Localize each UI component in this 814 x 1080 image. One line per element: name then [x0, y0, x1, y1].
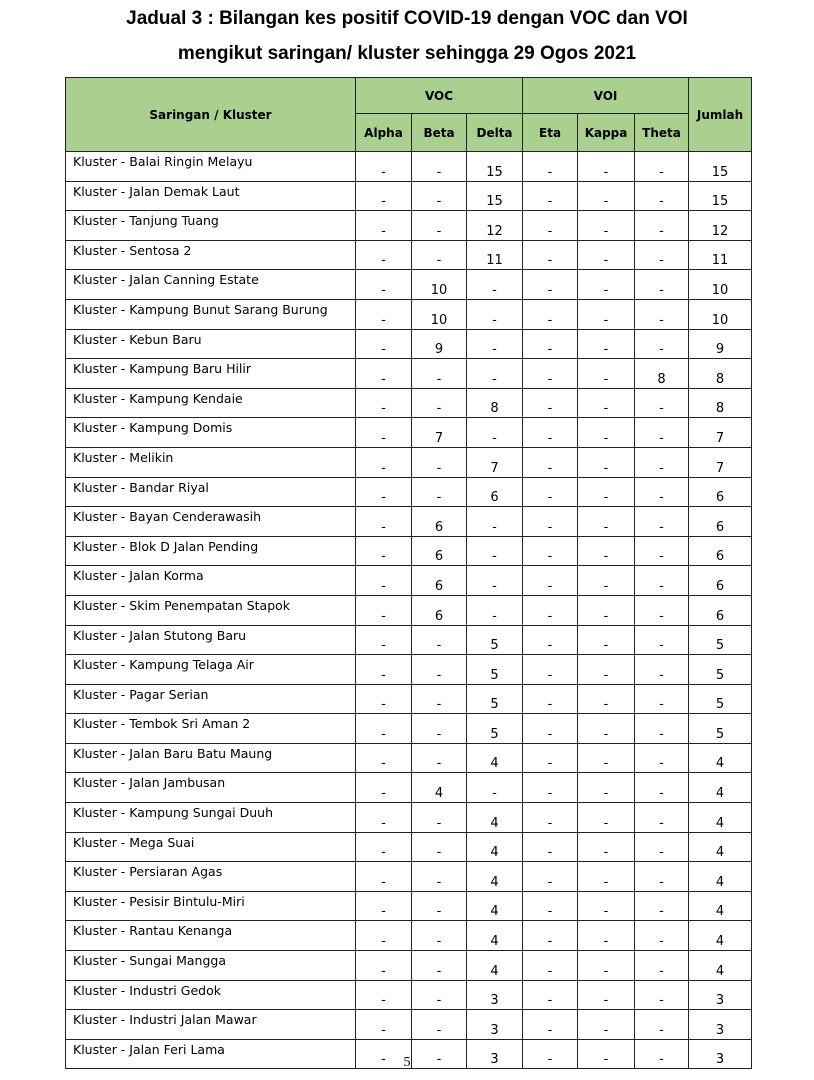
header-voi-group: VOI	[523, 78, 689, 114]
cluster-name-cell: Kluster - Kampung Kendaie	[66, 388, 356, 418]
cluster-name-cell: Kluster - Sungai Mangga	[66, 951, 356, 981]
beta-cell: 10	[412, 270, 467, 300]
total-cell: 4	[689, 891, 752, 921]
eta-cell: -	[523, 240, 578, 270]
total-cell: 4	[689, 832, 752, 862]
eta-cell: -	[523, 152, 578, 182]
total-cell: 4	[689, 743, 752, 773]
cluster-name-cell: Kluster - Melikin	[66, 447, 356, 477]
eta-cell: -	[523, 1039, 578, 1069]
beta-cell: -	[412, 862, 467, 892]
table-row	[66, 832, 752, 862]
alpha-cell: -	[356, 211, 412, 241]
table-row	[66, 211, 752, 241]
alpha-cell: -	[356, 595, 412, 625]
beta-cell: -	[412, 714, 467, 744]
table-body	[66, 152, 752, 1069]
cluster-name-cell: Kluster - Jalan Baru Batu Maung	[66, 743, 356, 773]
kappa-cell: -	[578, 152, 635, 182]
delta-cell: 4	[467, 951, 523, 981]
beta-cell: -	[412, 1039, 467, 1069]
beta-cell: 6	[412, 536, 467, 566]
alpha-cell: -	[356, 566, 412, 596]
alpha-cell: -	[356, 891, 412, 921]
table-row	[66, 507, 752, 537]
kappa-cell: -	[578, 921, 635, 951]
kappa-cell: -	[578, 862, 635, 892]
kappa-cell: -	[578, 536, 635, 566]
beta-cell: -	[412, 655, 467, 685]
table-title-line-1: Jadual 3 : Bilangan kes positif COVID-19 dengan VOC dan VOI	[126, 8, 688, 29]
alpha-cell: -	[356, 655, 412, 685]
beta-cell: 6	[412, 566, 467, 596]
kappa-cell: -	[578, 566, 635, 596]
header-delta: Delta	[467, 114, 523, 152]
alpha-cell: -	[356, 388, 412, 418]
eta-cell: -	[523, 921, 578, 951]
alpha-cell: -	[356, 921, 412, 951]
delta-cell: 5	[467, 684, 523, 714]
eta-cell: -	[523, 684, 578, 714]
theta-cell: -	[635, 566, 689, 596]
kappa-cell: -	[578, 388, 635, 418]
eta-cell: -	[523, 951, 578, 981]
kappa-cell: -	[578, 359, 635, 389]
kappa-cell: -	[578, 418, 635, 448]
beta-cell: -	[412, 832, 467, 862]
total-cell: 4	[689, 862, 752, 892]
total-cell: 5	[689, 684, 752, 714]
kappa-cell: -	[578, 980, 635, 1010]
alpha-cell: -	[356, 299, 412, 329]
cluster-name-cell: Kluster - Jalan Feri Lama	[66, 1039, 356, 1069]
kappa-cell: -	[578, 625, 635, 655]
beta-cell: -	[412, 980, 467, 1010]
alpha-cell: -	[356, 1010, 412, 1040]
eta-cell: -	[523, 625, 578, 655]
cluster-name-cell: Kluster - Kampung Baru Hilir	[66, 359, 356, 389]
eta-cell: -	[523, 477, 578, 507]
delta-cell: 6	[467, 477, 523, 507]
cluster-name-cell: Kluster - Jalan Jambusan	[66, 773, 356, 803]
cluster-name-cell: Kluster - Bayan Cenderawasih	[66, 507, 356, 537]
eta-cell: -	[523, 773, 578, 803]
alpha-cell: -	[356, 507, 412, 537]
total-cell: 4	[689, 803, 752, 833]
delta-cell: 5	[467, 625, 523, 655]
delta-cell: 12	[467, 211, 523, 241]
theta-cell: -	[635, 299, 689, 329]
table-row	[66, 684, 752, 714]
cluster-name-cell: Kluster - Kampung Telaga Air	[66, 655, 356, 685]
delta-cell: -	[467, 566, 523, 596]
delta-cell: -	[467, 418, 523, 448]
delta-cell: 7	[467, 447, 523, 477]
delta-cell: 4	[467, 891, 523, 921]
alpha-cell: -	[356, 329, 412, 359]
table-row	[66, 566, 752, 596]
table-row	[66, 743, 752, 773]
total-cell: 12	[689, 211, 752, 241]
delta-cell: 15	[467, 181, 523, 211]
eta-cell: -	[523, 270, 578, 300]
kappa-cell: -	[578, 329, 635, 359]
eta-cell: -	[523, 181, 578, 211]
table-row	[66, 152, 752, 182]
beta-cell: -	[412, 211, 467, 241]
eta-cell: -	[523, 388, 578, 418]
total-cell: 11	[689, 240, 752, 270]
kappa-cell: -	[578, 891, 635, 921]
table-row	[66, 595, 752, 625]
theta-cell: -	[635, 862, 689, 892]
delta-cell: 4	[467, 921, 523, 951]
delta-cell: 4	[467, 803, 523, 833]
eta-cell: -	[523, 595, 578, 625]
table-row	[66, 921, 752, 951]
cluster-name-cell: Kluster - Balai Ringin Melayu	[66, 152, 356, 182]
beta-cell: -	[412, 891, 467, 921]
header-eta: Eta	[523, 114, 578, 152]
delta-cell: -	[467, 329, 523, 359]
kappa-cell: -	[578, 211, 635, 241]
theta-cell: -	[635, 655, 689, 685]
cluster-name-cell: Kluster - Kampung Bunut Sarang Burung	[66, 299, 356, 329]
eta-cell: -	[523, 211, 578, 241]
kappa-cell: -	[578, 951, 635, 981]
cluster-name-cell: Kluster - Pagar Serian	[66, 684, 356, 714]
eta-cell: -	[523, 566, 578, 596]
kappa-cell: -	[578, 1010, 635, 1040]
alpha-cell: -	[356, 862, 412, 892]
total-cell: 6	[689, 566, 752, 596]
kappa-cell: -	[578, 240, 635, 270]
alpha-cell: -	[356, 418, 412, 448]
total-cell: 6	[689, 507, 752, 537]
total-cell: 8	[689, 388, 752, 418]
beta-cell: -	[412, 1010, 467, 1040]
alpha-cell: -	[356, 359, 412, 389]
theta-cell: -	[635, 388, 689, 418]
eta-cell: -	[523, 743, 578, 773]
kappa-cell: -	[578, 684, 635, 714]
kappa-cell: -	[578, 803, 635, 833]
table-row	[66, 477, 752, 507]
theta-cell: -	[635, 447, 689, 477]
cluster-name-cell: Kluster - Tembok Sri Aman 2	[66, 714, 356, 744]
kappa-cell: -	[578, 447, 635, 477]
theta-cell: -	[635, 507, 689, 537]
alpha-cell: -	[356, 1039, 412, 1069]
cluster-name-cell: Kluster - Jalan Canning Estate	[66, 270, 356, 300]
total-cell: 15	[689, 152, 752, 182]
total-cell: 7	[689, 418, 752, 448]
delta-cell: 4	[467, 832, 523, 862]
theta-cell: -	[635, 921, 689, 951]
cluster-name-cell: Kluster - Kebun Baru	[66, 329, 356, 359]
theta-cell: -	[635, 891, 689, 921]
table-row	[66, 299, 752, 329]
table-row	[66, 329, 752, 359]
total-cell: 10	[689, 299, 752, 329]
total-cell: 6	[689, 595, 752, 625]
theta-cell: -	[635, 684, 689, 714]
beta-cell: 10	[412, 299, 467, 329]
cluster-name-cell: Kluster - Persiaran Agas	[66, 862, 356, 892]
cluster-name-cell: Kluster - Jalan Demak Laut	[66, 181, 356, 211]
eta-cell: -	[523, 714, 578, 744]
alpha-cell: -	[356, 743, 412, 773]
table-row	[66, 891, 752, 921]
delta-cell: 8	[467, 388, 523, 418]
header-beta: Beta	[412, 114, 467, 152]
theta-cell: -	[635, 1039, 689, 1069]
theta-cell: -	[635, 211, 689, 241]
table-row	[66, 536, 752, 566]
delta-cell: -	[467, 595, 523, 625]
eta-cell: -	[523, 655, 578, 685]
beta-cell: -	[412, 625, 467, 655]
total-cell: 6	[689, 536, 752, 566]
beta-cell: -	[412, 388, 467, 418]
theta-cell: -	[635, 418, 689, 448]
alpha-cell: -	[356, 980, 412, 1010]
beta-cell: -	[412, 477, 467, 507]
cluster-name-cell: Kluster - Pesisir Bintulu-Miri	[66, 891, 356, 921]
theta-cell: -	[635, 595, 689, 625]
beta-cell: 6	[412, 507, 467, 537]
table-row	[66, 240, 752, 270]
eta-cell: -	[523, 447, 578, 477]
total-cell: 5	[689, 625, 752, 655]
total-cell: 5	[689, 714, 752, 744]
alpha-cell: -	[356, 625, 412, 655]
kappa-cell: -	[578, 832, 635, 862]
total-cell: 4	[689, 773, 752, 803]
beta-cell: 7	[412, 418, 467, 448]
beta-cell: -	[412, 743, 467, 773]
total-cell: 3	[689, 1010, 752, 1040]
table-row	[66, 655, 752, 685]
table-row	[66, 181, 752, 211]
total-cell: 6	[689, 477, 752, 507]
beta-cell: -	[412, 152, 467, 182]
delta-cell: 3	[467, 1010, 523, 1040]
kappa-cell: -	[578, 299, 635, 329]
beta-cell: -	[412, 921, 467, 951]
alpha-cell: -	[356, 152, 412, 182]
cluster-name-cell: Kluster - Kampung Sungai Duuh	[66, 803, 356, 833]
eta-cell: -	[523, 862, 578, 892]
total-cell: 3	[689, 980, 752, 1010]
table-row	[66, 862, 752, 892]
table-row	[66, 773, 752, 803]
table-row	[66, 980, 752, 1010]
alpha-cell: -	[356, 951, 412, 981]
cluster-name-cell: Kluster - Kampung Domis	[66, 418, 356, 448]
beta-cell: -	[412, 684, 467, 714]
header-theta: Theta	[635, 114, 689, 152]
cluster-name-cell: Kluster - Skim Penempatan Stapok	[66, 595, 356, 625]
beta-cell: -	[412, 951, 467, 981]
beta-cell: -	[412, 240, 467, 270]
table-row	[66, 388, 752, 418]
beta-cell: 9	[412, 329, 467, 359]
beta-cell: 4	[412, 773, 467, 803]
eta-cell: -	[523, 891, 578, 921]
delta-cell: -	[467, 270, 523, 300]
theta-cell: -	[635, 181, 689, 211]
kappa-cell: -	[578, 507, 635, 537]
total-cell: 4	[689, 921, 752, 951]
beta-cell: -	[412, 447, 467, 477]
alpha-cell: -	[356, 240, 412, 270]
table-row	[66, 1010, 752, 1040]
table-row	[66, 270, 752, 300]
theta-cell: 8	[635, 359, 689, 389]
alpha-cell: -	[356, 447, 412, 477]
cluster-name-cell: Kluster - Jalan Stutong Baru	[66, 625, 356, 655]
delta-cell: -	[467, 507, 523, 537]
alpha-cell: -	[356, 536, 412, 566]
theta-cell: -	[635, 832, 689, 862]
total-cell: 9	[689, 329, 752, 359]
cluster-name-cell: Kluster - Rantau Kenanga	[66, 921, 356, 951]
eta-cell: -	[523, 536, 578, 566]
theta-cell: -	[635, 951, 689, 981]
alpha-cell: -	[356, 270, 412, 300]
table-title-line-2: mengikut saringan/ kluster sehingga 29 Ogos 2021	[177, 43, 637, 64]
kappa-cell: -	[578, 655, 635, 685]
delta-cell: 11	[467, 240, 523, 270]
theta-cell: -	[635, 270, 689, 300]
alpha-cell: -	[356, 684, 412, 714]
alpha-cell: -	[356, 477, 412, 507]
alpha-cell: -	[356, 714, 412, 744]
total-cell: 10	[689, 270, 752, 300]
beta-cell: -	[412, 803, 467, 833]
theta-cell: -	[635, 1010, 689, 1040]
delta-cell: 15	[467, 152, 523, 182]
header-kappa: Kappa	[578, 114, 635, 152]
cluster-name-cell: Kluster - Jalan Korma	[66, 566, 356, 596]
eta-cell: -	[523, 832, 578, 862]
theta-cell: -	[635, 625, 689, 655]
cluster-variant-table	[65, 77, 752, 1069]
theta-cell: -	[635, 773, 689, 803]
delta-cell: 3	[467, 980, 523, 1010]
alpha-cell: -	[356, 803, 412, 833]
theta-cell: -	[635, 743, 689, 773]
delta-cell: 4	[467, 743, 523, 773]
total-cell: 15	[689, 181, 752, 211]
kappa-cell: -	[578, 595, 635, 625]
delta-cell: -	[467, 359, 523, 389]
kappa-cell: -	[578, 743, 635, 773]
delta-cell: 3	[467, 1039, 523, 1069]
theta-cell: -	[635, 152, 689, 182]
total-cell: 7	[689, 447, 752, 477]
theta-cell: -	[635, 803, 689, 833]
eta-cell: -	[523, 507, 578, 537]
alpha-cell: -	[356, 773, 412, 803]
delta-cell: 4	[467, 862, 523, 892]
table-row	[66, 803, 752, 833]
cluster-name-cell: Kluster - Sentosa 2	[66, 240, 356, 270]
beta-cell: 6	[412, 595, 467, 625]
alpha-cell: -	[356, 181, 412, 211]
theta-cell: -	[635, 240, 689, 270]
cluster-name-cell: Kluster - Blok D Jalan Pending	[66, 536, 356, 566]
table-row	[66, 359, 752, 389]
header-voc-group: VOC	[356, 78, 523, 114]
theta-cell: -	[635, 477, 689, 507]
theta-cell: -	[635, 536, 689, 566]
eta-cell: -	[523, 1010, 578, 1040]
kappa-cell: -	[578, 270, 635, 300]
eta-cell: -	[523, 359, 578, 389]
total-cell: 8	[689, 359, 752, 389]
table-row	[66, 418, 752, 448]
delta-cell: -	[467, 773, 523, 803]
theta-cell: -	[635, 980, 689, 1010]
total-cell: 3	[689, 1039, 752, 1069]
eta-cell: -	[523, 299, 578, 329]
beta-cell: -	[412, 181, 467, 211]
cluster-name-cell: Kluster - Industri Gedok	[66, 980, 356, 1010]
cluster-name-cell: Kluster - Tanjung Tuang	[66, 211, 356, 241]
theta-cell: -	[635, 714, 689, 744]
table-row	[66, 714, 752, 744]
delta-cell: -	[467, 536, 523, 566]
eta-cell: -	[523, 329, 578, 359]
table-row	[66, 951, 752, 981]
delta-cell: -	[467, 299, 523, 329]
cluster-name-cell: Kluster - Industri Jalan Mawar	[66, 1010, 356, 1040]
kappa-cell: -	[578, 477, 635, 507]
table-row	[66, 447, 752, 477]
header-cluster: Saringan / Kluster	[66, 78, 356, 152]
kappa-cell: -	[578, 181, 635, 211]
cluster-name-cell: Kluster - Mega Suai	[66, 832, 356, 862]
table-row	[66, 625, 752, 655]
delta-cell: 5	[467, 655, 523, 685]
beta-cell: -	[412, 359, 467, 389]
page-number: 5	[403, 1055, 411, 1070]
kappa-cell: -	[578, 773, 635, 803]
kappa-cell: -	[578, 714, 635, 744]
header-alpha: Alpha	[356, 114, 412, 152]
total-cell: 4	[689, 951, 752, 981]
kappa-cell: -	[578, 1039, 635, 1069]
eta-cell: -	[523, 418, 578, 448]
alpha-cell: -	[356, 832, 412, 862]
eta-cell: -	[523, 980, 578, 1010]
eta-cell: -	[523, 803, 578, 833]
total-cell: 5	[689, 655, 752, 685]
theta-cell: -	[635, 329, 689, 359]
header-total: Jumlah	[689, 78, 752, 152]
delta-cell: 5	[467, 714, 523, 744]
cluster-name-cell: Kluster - Bandar Riyal	[66, 477, 356, 507]
